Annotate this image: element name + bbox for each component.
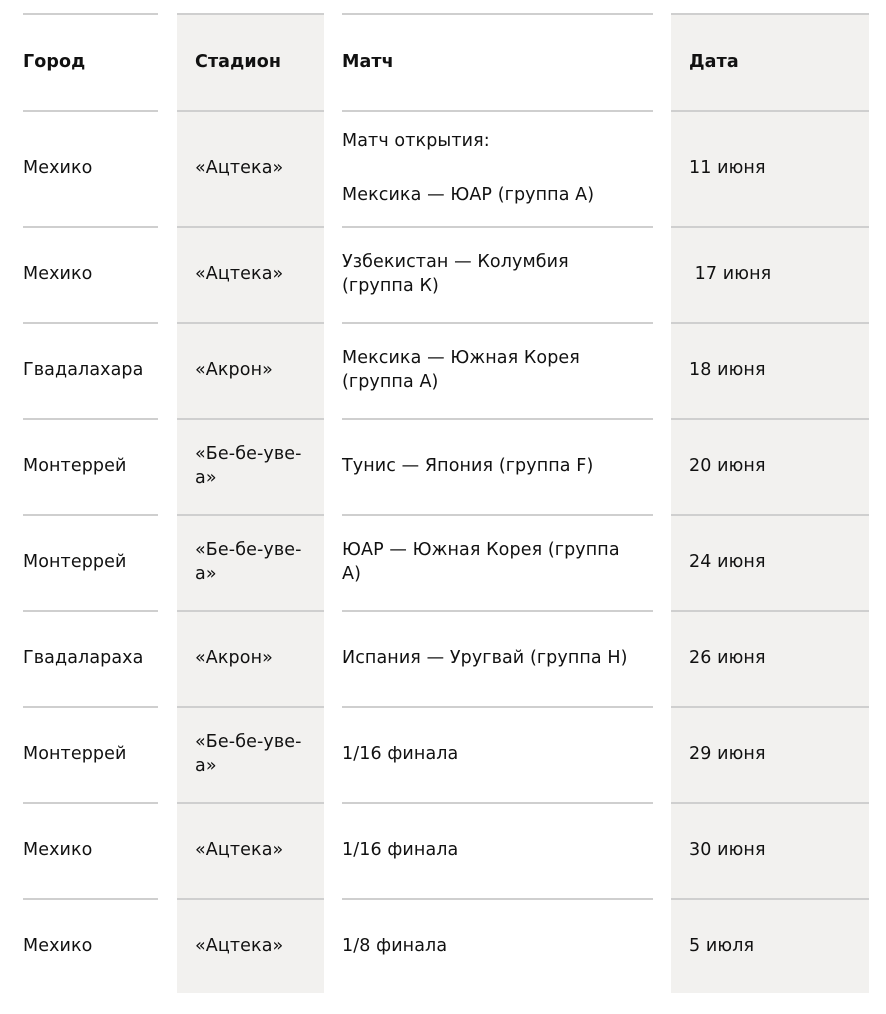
date-cell: 24 июня xyxy=(689,552,766,572)
city-cell: Мехико xyxy=(23,840,93,860)
date-cell: 5 июля xyxy=(689,936,755,956)
table-row xyxy=(0,110,886,226)
city-cell: Монтеррей xyxy=(23,552,127,572)
match-cell: ЮАР — Южная Корея (группа А) xyxy=(342,540,620,584)
city-cell: Монтеррей xyxy=(23,456,127,476)
date-cell: 18 июня xyxy=(689,360,766,380)
stadium-cell: «Ацтека» xyxy=(195,840,284,860)
table-row xyxy=(0,226,886,322)
header-date: Дата xyxy=(689,51,739,72)
match-cell: 1/16 финала xyxy=(342,744,459,764)
table-row xyxy=(0,610,886,706)
match-cell: 1/16 финала xyxy=(342,840,459,860)
match-cell: 1/8 финала xyxy=(342,936,448,956)
table-row xyxy=(0,706,886,802)
city-cell: Монтеррей xyxy=(23,744,127,764)
match-cell: Узбекистан — Колумбия (группа К) xyxy=(342,252,569,296)
stadium-cell: «Бе-бе-уве-а» xyxy=(195,444,302,488)
date-cell: 11 июня xyxy=(689,158,766,178)
match-teams: Мексика — ЮАР (группа А) xyxy=(342,185,595,205)
date-cell: 30 июня xyxy=(689,840,766,860)
header-city: Город xyxy=(23,51,86,72)
table-row xyxy=(0,802,886,898)
city-cell: Гвадаларахa xyxy=(23,648,144,668)
city-cell: Мехико xyxy=(23,158,93,178)
table-row xyxy=(0,322,886,418)
city-cell: Гвадалахара xyxy=(23,360,144,380)
stadium-cell: «Ацтека» xyxy=(195,936,284,956)
match-cell: Тунис — Япония (группа F) xyxy=(342,456,594,476)
header-stadium: Стадион xyxy=(195,51,282,72)
stadium-cell: «Ацтека» xyxy=(195,264,284,284)
city-cell: Мехико xyxy=(23,936,93,956)
stadium-cell: «Бе-бе-уве-а» xyxy=(195,732,302,776)
match-cell: Испания — Уругвай (группа H) xyxy=(342,648,628,668)
match-cell: Мексика — Южная Корея (группа А) xyxy=(342,348,580,392)
date-cell: 20 июня xyxy=(689,456,766,476)
stadium-cell: «Бе-бе-уве-а» xyxy=(195,540,302,584)
stadium-cell: «Акрон» xyxy=(195,648,273,668)
match-label: Матч открытия: xyxy=(342,131,490,151)
stadium-cell: «Ацтека» xyxy=(195,158,284,178)
date-cell: 26 июня xyxy=(689,648,766,668)
stadium-cell: «Акрон» xyxy=(195,360,273,380)
table-row xyxy=(0,418,886,514)
city-cell: Мехико xyxy=(23,264,93,284)
table-row xyxy=(0,898,886,994)
matches-table xyxy=(0,13,886,994)
date-cell: 29 июня xyxy=(689,744,766,764)
match-cell xyxy=(342,110,642,226)
date-cell: 17 июня xyxy=(689,264,772,284)
table-row xyxy=(0,514,886,610)
table-header-row xyxy=(0,13,886,110)
header-match: Матч xyxy=(342,51,394,72)
